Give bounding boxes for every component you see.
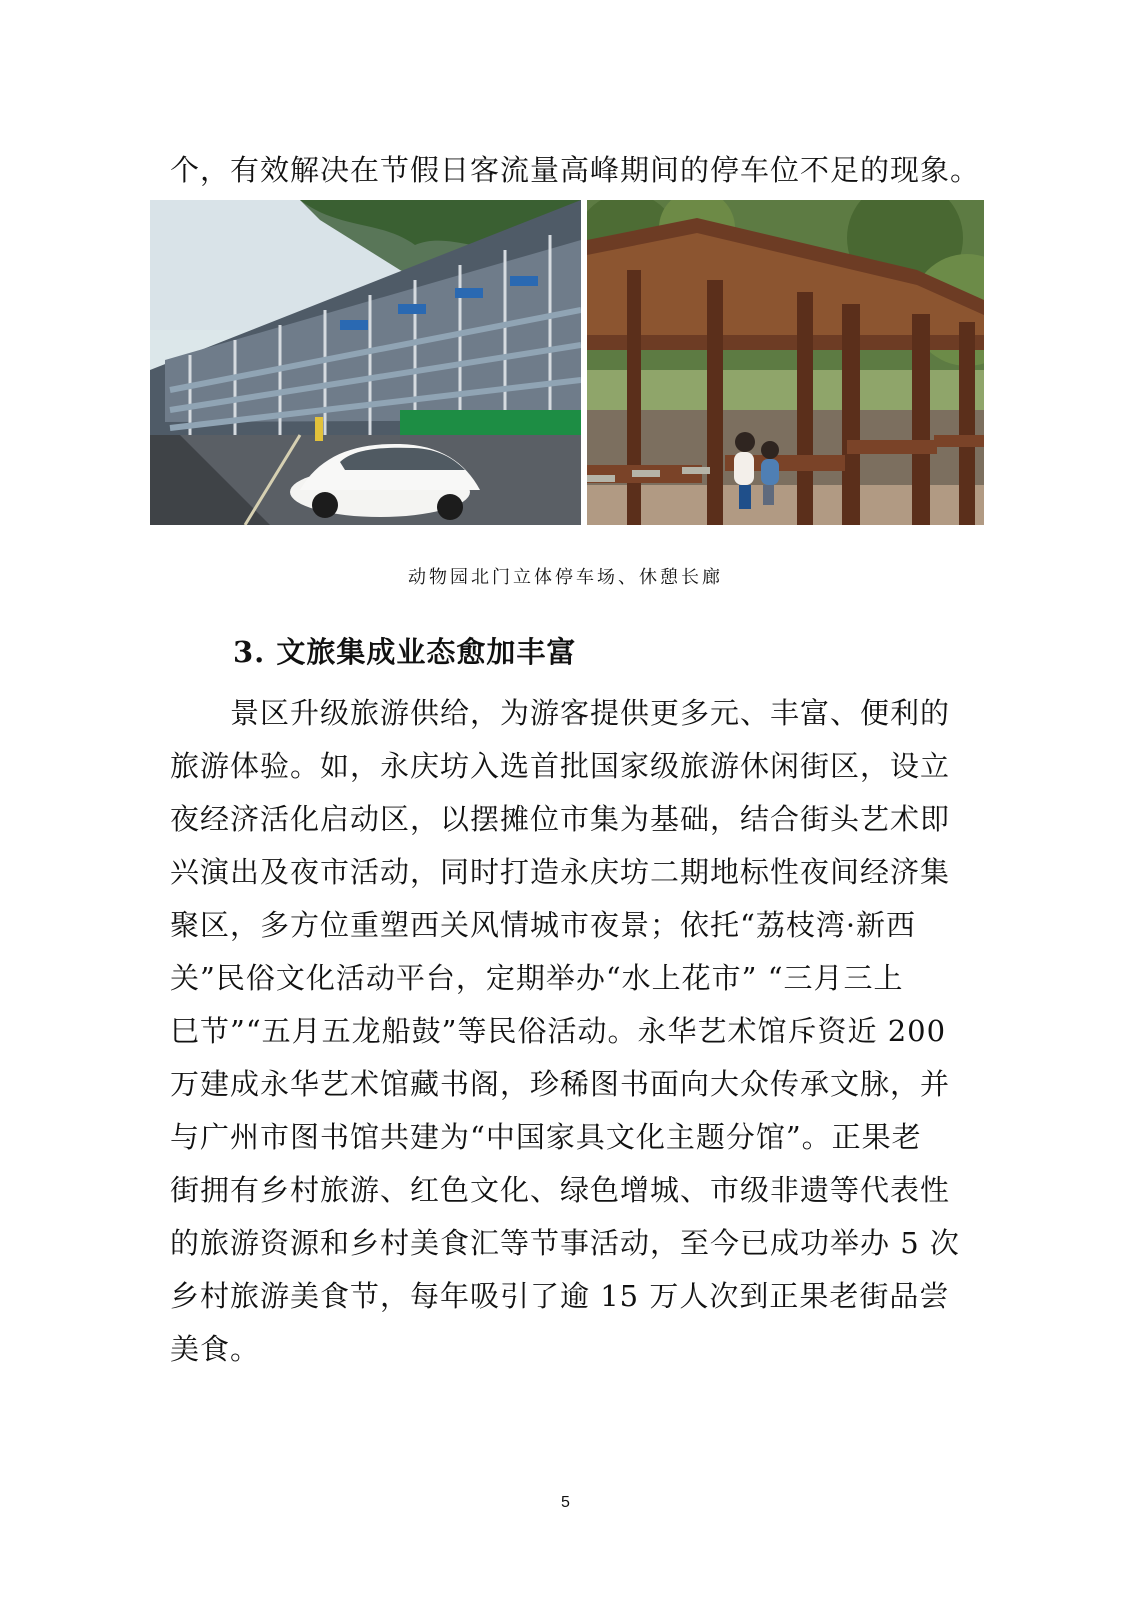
section-paragraph [170,687,970,1376]
paragraph-line: 乡村旅游美食节，每年吸引了逾 15 万人次到正果老街品尝 [170,1279,950,1313]
paragraph-line: 万建成永华艺术馆藏书阁，珍稀图书面向大众传承文脉，并 [170,1067,951,1101]
paragraph-line: 景区升级旅游供给，为游客提供更多元、丰富、便利的 [170,696,951,730]
figure-caption: 动物园北门立体停车场、休憩长廊 [408,567,723,588]
figure-row [150,200,984,525]
paragraph-line: 聚区，多方位重塑西关风情城市夜景；依托“荔枝湾·新西 [170,908,917,942]
paragraph-line: 旅游体验。如，永庆坊入选首批国家级旅游休闲街区，设立 [170,749,951,783]
paragraph-line: 巳节”“五月五龙船鼓”等民俗活动。永华艺术馆斥资近 200 [170,1014,947,1048]
parking-structure-icon [150,200,581,525]
page-number: 5 [561,1494,570,1511]
rest-corridor-photo [587,200,984,525]
paragraph-line: 兴演出及夜市活动，同时打造永庆坊二期地标性夜间经济集 [170,855,951,889]
paragraph-line: 夜经济活化启动区，以摆摊位市集为基础，结合街头艺术即 [170,802,951,836]
corridor-icon [587,200,984,525]
parking-structure-photo [150,200,581,525]
section-heading: 3. 文旅集成业态愈加丰富 [233,635,577,669]
paragraph-line: 与广州市图书馆共建为“中国家具文化主题分馆”。正果老 [170,1120,922,1154]
paragraph-line: 的旅游资源和乡村美食汇等节事活动，至今已成功举办 5 次 [170,1226,960,1260]
paragraph-line: 美食。 [170,1332,261,1366]
paragraph-line: 街拥有乡村旅游、红色文化、绿色增城、市级非遗等代表性 [170,1173,951,1207]
continuation-text: 个，有效解决在节假日客流量高峰期间的停车位不足的现象。 [170,153,981,187]
paragraph-line: 关”民俗文化活动平台，定期举办“水上花市” “三月三上 [170,961,904,995]
